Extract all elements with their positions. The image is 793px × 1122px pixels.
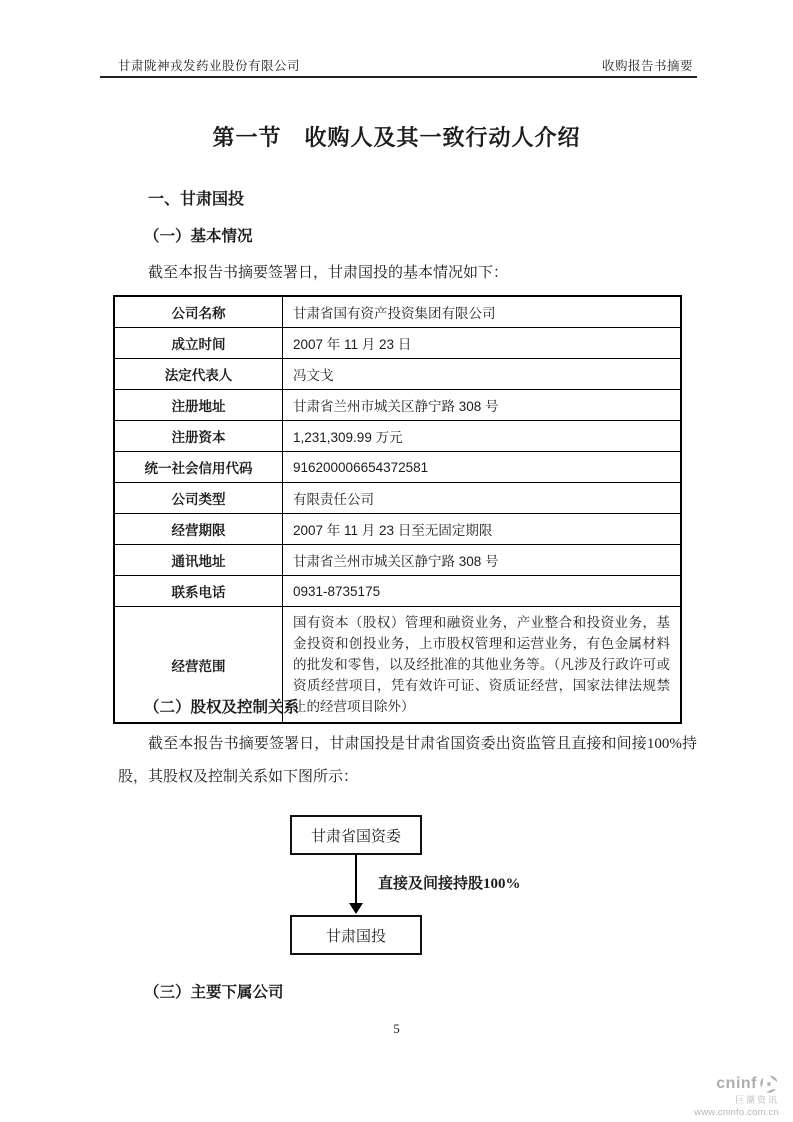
diagram-arrowhead-icon	[349, 903, 363, 914]
table-row	[114, 576, 681, 607]
row-value: 国有资本（股权）管理和融资业务，产业整合和投资业务，基金投资和创投业务，上市股权管理和运营业务，有色金属材料的批发和零售，以及经批准的其他业务等。（凡涉及行政许可或资质经营项目，凭有效许可证、资质证经营，国家法律法规禁止的经营项目除外）	[283, 607, 682, 724]
row-label: 注册地址	[114, 390, 283, 421]
table-row	[114, 390, 681, 421]
row-value: 1,231,309.99 万元	[283, 421, 682, 452]
row-label: 法定代表人	[114, 359, 283, 390]
diagram-box-sasac	[290, 815, 422, 855]
cninfo-logo-row	[659, 1074, 779, 1094]
table-row	[114, 296, 681, 328]
row-value: 甘肃省兰州市城关区静宁路 308 号	[283, 545, 682, 576]
row-label: 公司名称	[114, 296, 283, 328]
row-label: 联系电话	[114, 576, 283, 607]
company-info-table	[113, 295, 682, 724]
row-value: 甘肃省兰州市城关区静宁路 308 号	[283, 390, 682, 421]
cninfo-pinwheel-icon	[759, 1074, 779, 1094]
table-row	[114, 483, 681, 514]
row-label: 成立时间	[114, 328, 283, 359]
table-row	[114, 545, 681, 576]
table-row	[114, 421, 681, 452]
row-value: 0931-8735175	[283, 576, 682, 607]
diagram-shareholding-label: 直接及间接持股100%	[378, 876, 521, 892]
cninfo-brand-text: cninf	[716, 1075, 757, 1092]
row-value: 2007 年 11 月 23 日至无固定期限	[283, 514, 682, 545]
header-rule	[100, 76, 697, 78]
diagram-box-gansu-guotou	[290, 915, 422, 955]
row-value: 甘肃省国有资产投资集团有限公司	[283, 296, 682, 328]
row-value: 2007 年 11 月 23 日	[283, 328, 682, 359]
header-doc-type: 收购报告书摘要	[601, 59, 693, 73]
table-row	[114, 514, 681, 545]
cninfo-chinese-name: 巨潮资讯	[734, 1095, 779, 1105]
table-row	[114, 359, 681, 390]
diagram-box-sasac-label: 甘肃省国资委	[310, 828, 401, 845]
diagram-box-gansu-guotou-label: 甘肃国投	[325, 928, 386, 945]
page-number: 5	[393, 1021, 400, 1036]
subsection-heading-subsidiaries: （三）主要下属公司	[144, 984, 284, 1001]
row-label: 注册资本	[114, 421, 283, 452]
cninfo-logo	[659, 1074, 779, 1118]
diagram-arrow-line	[355, 853, 357, 905]
row-label: 统一社会信用代码	[114, 452, 283, 483]
section-heading-1: 一、甘肃国投	[148, 191, 245, 208]
cninfo-url-text: www.cninfo.com.cn	[694, 1107, 779, 1118]
table-row	[114, 328, 681, 359]
header-company-name: 甘肃陇神戎发药业股份有限公司	[118, 59, 301, 73]
subsection-heading-equity-control: （二）股权及控制关系	[144, 699, 300, 716]
subsection-heading-basic-info: （一）基本情况	[144, 228, 253, 245]
page-title: 第一节 收购人及其一致行动人介绍	[212, 125, 581, 150]
table-row	[114, 452, 681, 483]
row-value: 916200006654372581	[283, 452, 682, 483]
row-label: 公司类型	[114, 483, 283, 514]
paragraph-equity-control-intro: 截至本报告书摘要签署日，甘肃国投是甘肃省国资委出资监管且直接和间接100%持股，其股权及控制关系如下图所示：	[118, 736, 697, 785]
company-info-table-body	[114, 296, 681, 723]
row-value: 冯文戈	[283, 359, 682, 390]
paragraph-basic-info-intro: 截至本报告书摘要签署日，甘肃国投的基本情况如下：	[148, 265, 509, 281]
row-label: 通讯地址	[114, 545, 283, 576]
row-label: 经营期限	[114, 514, 283, 545]
row-value: 有限责任公司	[283, 483, 682, 514]
row-label: 经营范围	[114, 607, 283, 724]
